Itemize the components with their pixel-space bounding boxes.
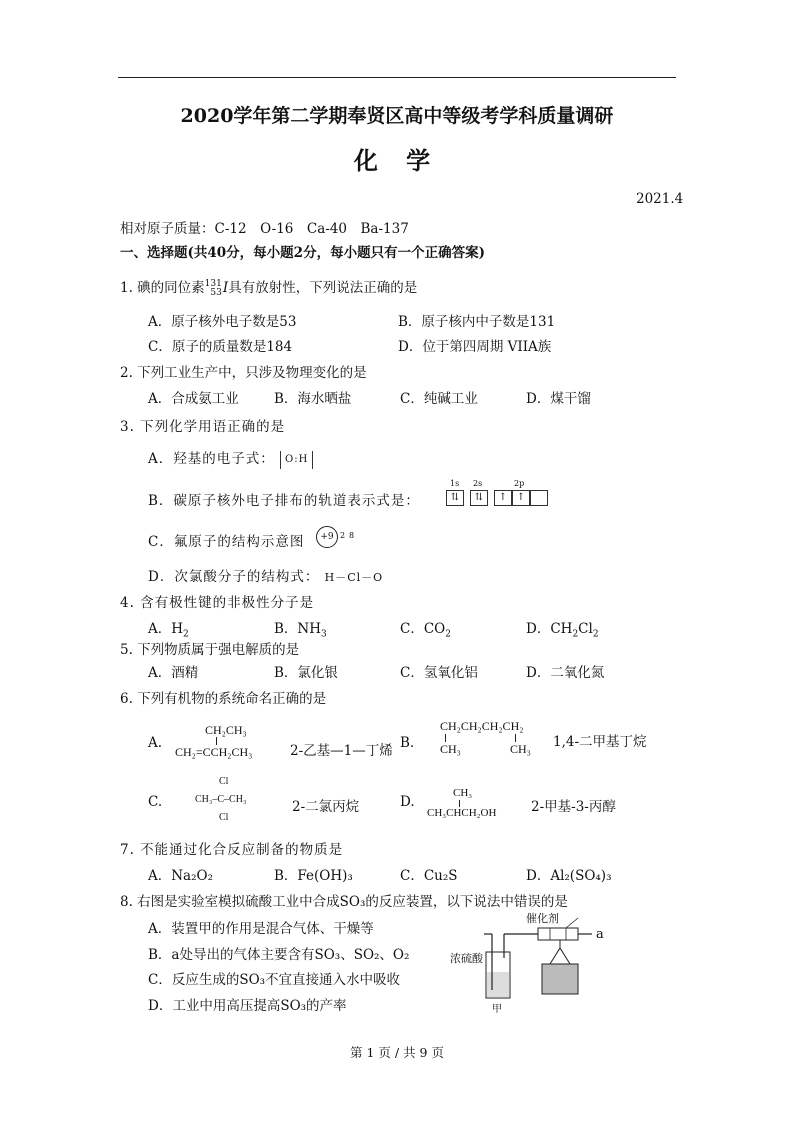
q5-option-d[interactable]: D．二氧化氮 bbox=[526, 665, 605, 681]
q4-option-b[interactable]: B．$NH_3$ bbox=[274, 621, 327, 640]
q3-option-c[interactable]: C．氟原子的结构示意图 bbox=[148, 534, 305, 550]
orbital-1s-box: ⇅ bbox=[446, 490, 464, 506]
atomic-mass-note: 相对原子质量：C-12 O-16 Ca-40 Ba-137 bbox=[120, 221, 409, 237]
page-footer: 第 1 页 / 共 9 页 bbox=[350, 1045, 444, 1060]
q8-option-d[interactable]: D．工业中用高压提高SO₃的产率 bbox=[148, 998, 347, 1014]
q6-b-name: 1,4-二甲基丁烷 bbox=[553, 734, 647, 750]
bottle-jia-label: 甲 bbox=[492, 1004, 502, 1015]
q3-option-a[interactable]: A．羟基的电子式： O:H bbox=[148, 447, 313, 469]
question-7-stem: 7. 不能通过化合反应制备的物质是 bbox=[120, 842, 344, 858]
q8-option-a[interactable]: A．装置甲的作用是混合气体、干燥等 bbox=[148, 921, 374, 937]
header-rule bbox=[118, 77, 676, 78]
q4-option-c[interactable]: C．$CO_2$ bbox=[400, 621, 451, 640]
section-heading: 一、选择题(共40分，每小题2分，每小题只有一个正确答案) bbox=[120, 245, 485, 261]
q7-option-d[interactable]: D．Al₂(SO₄)₃ bbox=[526, 868, 612, 884]
q8-option-b[interactable]: B．a处导出的气体主要含有SO₃、SO₂、O₂ bbox=[148, 947, 410, 963]
orbital-diagram: 1s 2s 2p ⇅ ⇅ ↑ ↑ bbox=[446, 479, 550, 509]
q3-option-d[interactable]: D．次氯酸分子的结构式： H－Cl－O bbox=[148, 569, 384, 585]
q6-b-chain: CH₂CH₂CH₂CH₂ bbox=[440, 719, 524, 733]
q6-b-right-methyl: CH₃ bbox=[510, 742, 531, 756]
exam-date: 2021.4 bbox=[636, 191, 684, 207]
q6-d-name: 2-甲基-3-丙醇 bbox=[531, 799, 616, 815]
q2-option-d[interactable]: D．煤干馏 bbox=[526, 391, 591, 407]
orbital-2p-box-2: ↑ bbox=[512, 490, 530, 506]
q5-option-a[interactable]: A．酒精 bbox=[148, 665, 199, 681]
orbital-2p-box-1: ↑ bbox=[494, 490, 512, 506]
q5-option-b[interactable]: B．氯化银 bbox=[274, 665, 338, 681]
q4-option-a[interactable]: A．$H_2$ bbox=[148, 621, 189, 640]
q2-option-a[interactable]: A．合成氨工业 bbox=[148, 391, 239, 407]
q6-c-bottom-cl: Cl bbox=[219, 812, 229, 823]
q6-c-top-cl: Cl bbox=[219, 776, 229, 787]
q7-option-a[interactable]: A．Na₂O₂ bbox=[148, 868, 214, 884]
outlet-a-label: a bbox=[596, 927, 604, 942]
question-3-stem: 3. 下列化学用语正确的是 bbox=[120, 419, 286, 435]
question-4-stem: 4. 含有极性键的非极性分子是 bbox=[120, 595, 315, 611]
q6-option-a[interactable]: A. bbox=[148, 735, 163, 751]
q6-a-branch: CH₂CH₃ bbox=[205, 723, 247, 737]
q6-option-d[interactable]: D. bbox=[400, 794, 415, 810]
q6-b-bond-left bbox=[445, 734, 446, 742]
fluorine-atom-diagram: +9 2 8 bbox=[316, 524, 356, 552]
orbital-2p-box-3 bbox=[530, 490, 548, 506]
catalyst-label: 催化剂 bbox=[526, 912, 559, 925]
q7-option-c[interactable]: C．Cu₂S bbox=[400, 868, 458, 884]
apparatus-figure bbox=[446, 912, 616, 1016]
q1-option-c[interactable]: C．原子的质量数是184 bbox=[148, 339, 293, 355]
hydroxyl-electron-formula: O:H bbox=[280, 451, 313, 469]
q6-b-bond-right bbox=[515, 734, 516, 742]
q6-d-bond bbox=[459, 800, 460, 807]
q2-option-b[interactable]: B．海水晒盐 bbox=[274, 391, 352, 407]
question-1-stem: 1. 碘的同位素131 53I具有放射性，下列说法正确的是 bbox=[120, 278, 418, 298]
q6-option-b[interactable]: B. bbox=[400, 735, 415, 751]
q6-c-chain: CH₃–C–CH₃ bbox=[195, 794, 247, 805]
question-2-stem: 2. 下列工业生产中，只涉及物理变化的是 bbox=[120, 365, 367, 381]
q4-option-d[interactable]: D．$CH_2Cl_2$ bbox=[526, 621, 599, 640]
q5-option-c[interactable]: C．氢氧化铝 bbox=[400, 665, 478, 681]
isotope-numbers: 131 53 bbox=[204, 278, 222, 298]
q1-option-a[interactable]: A．原子核外电子数是53 bbox=[148, 314, 297, 330]
q6-a-name: 2-乙基—1—丁烯 bbox=[290, 743, 393, 759]
q7-option-b[interactable]: B．Fe(OH)₃ bbox=[274, 868, 353, 884]
q6-c-name: 2-二氯丙烷 bbox=[292, 799, 360, 815]
q6-d-methyl: CH₃ bbox=[453, 787, 473, 799]
q8-option-c[interactable]: C．反应生成的SO₃不宜直接通入水中吸收 bbox=[148, 972, 401, 988]
acid-label: 浓硫酸 bbox=[450, 952, 483, 965]
q2-option-c[interactable]: C．纯碱工业 bbox=[400, 391, 478, 407]
q6-a-chain: CH₂=CCH₂CH₃ bbox=[175, 745, 253, 759]
q6-d-chain: CH₃CHCH₂OH bbox=[427, 807, 497, 819]
q6-option-c[interactable]: C. bbox=[148, 794, 163, 810]
page-title: 2020学年第二学期奉贤区高中等级考学科质量调研 bbox=[180, 105, 614, 127]
question-5-stem: 5. 下列物质属于强电解质的是 bbox=[120, 642, 300, 658]
orbital-2s-box: ⇅ bbox=[470, 490, 488, 506]
q6-b-left-methyl: CH₃ bbox=[440, 742, 461, 756]
q6-a-bond bbox=[216, 737, 217, 745]
q3-option-b[interactable]: B．碳原子核外电子排布的轨道表示式是： bbox=[148, 493, 420, 509]
question-8-stem: 8. 右图是实验室模拟硫酸工业中合成SO₃的反应装置，以下说法中错误的是 bbox=[120, 894, 568, 910]
q1-option-b[interactable]: B．原子核内中子数是131 bbox=[398, 314, 556, 330]
question-6-stem: 6. 下列有机物的系统命名正确的是 bbox=[120, 691, 327, 707]
q1-option-d[interactable]: D．位于第四周期 VIIA族 bbox=[398, 339, 552, 355]
subject-title: 化 学 bbox=[353, 146, 441, 175]
